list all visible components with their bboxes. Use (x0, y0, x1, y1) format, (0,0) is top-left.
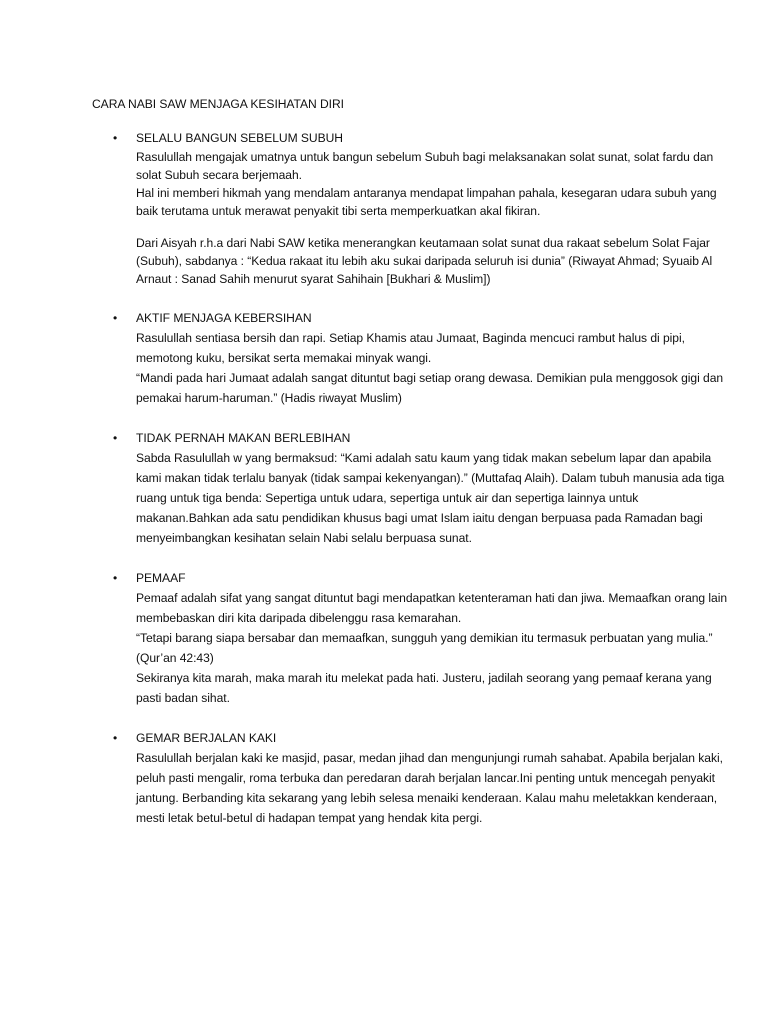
section-paragraph: Sabda Rasulullah w yang bermaksud: “Kami adalah satu kaum yang tidak makan sebelum lapar dan apabila kami makan tidak terlalu banyak (tidak sampai kekenyangan).” (Muttafaq Alaih). Dalam tubuh manusia ada tiga ruang untuk tiga benda: Sepertiga untuk udara, sepertiga untuk air dan sepertiga lainnya untuk makanan.Bahkan ada satu pendidikan khusus bagi umat Islam iaitu dengan berpuasa pada Ramadan bagi menyeimbangkan kesihatan selain Nabi selalu berpuasa sunat. (136, 451, 725, 545)
section-heading: GEMAR BERJALAN KAKI (136, 731, 277, 745)
section-paragraph: Pemaaf adalah sifat yang sangat dituntut bagi mendapatkan ketenteraman hati dan jiwa. Memaafkan orang lain membebaskan diri kita daripada dibelenggu rasa kemarahan. (136, 591, 728, 625)
section-paragraph: “Mandi pada hari Jumaat adalah sangat dituntut bagi setiap orang dewasa. Demikian pula menggosok gigi dan pemakai harum-haruman.” (Hadis riwayat Muslim) (136, 371, 724, 405)
bullet-icon: • (113, 731, 118, 745)
section-pemaaf (92, 568, 728, 708)
section-paragraph: “Tetapi barang siapa bersabar dan memaafkan, sungguh yang demikian itu termasuk perbuatan yang mulia.” (Qur’an 42:43) (136, 631, 713, 665)
section-paragraph: Rasulullah sentiasa bersih dan rapi. Setiap Khamis atau Jumaat, Baginda mencuci rambut halus di pipi, memotong kuku, bersikat serta memakai minyak wangi. (136, 331, 685, 365)
document-title: CARA NABI SAW MENJAGA KESIHATAN DIRI (92, 97, 344, 111)
section-kebersihan (92, 308, 728, 408)
section-heading: SELALU BANGUN SEBELUM SUBUH (136, 131, 343, 145)
paragraph-spacer (136, 220, 728, 234)
section-paragraph: Sekiranya kita marah, maka marah itu melekat pada hati. Justeru, jadilah seorang yang pemaaf kerana yang pasti badan sihat. (136, 671, 712, 705)
section-paragraph: Dari Aisyah r.h.a dari Nabi SAW ketika menerangkan keutamaan solat sunat dua rakaat sebelum Solat Fajar (Subuh), sabdanya : “Kedua rakaat itu lebih aku sukai daripada seluruh isi dunia” (Riwayat Ahmad; Syuaib Al Arnaut : Sanad Sahih menurut syarat Sahihain [Bukhari & Muslim]) (136, 236, 713, 286)
bullet-icon: • (113, 431, 118, 445)
section-heading: AKTIF MENJAGA KEBERSIHAN (136, 311, 312, 325)
section-paragraph: Rasulullah berjalan kaki ke masjid, pasar, medan jihad dan mengunjungi rumah sahabat. Apabila berjalan kaki, peluh pasti mengalir, roma terbuka dan peredaran darah berjalan lancar.Ini penting untuk mencegah penyakit jantung. Berbanding kita sekarang yang lebih selesa menaiki kenderaan. Kalau mahu meletakkan kenderaan, mesti letak betul-betul di hadapan tempat yang hendak kita pergi. (136, 751, 723, 825)
bullet-icon: • (113, 571, 118, 585)
bullet-icon: • (113, 311, 118, 325)
section-bangun-subuh (92, 128, 728, 288)
section-berjalan-kaki (92, 728, 728, 828)
section-heading: PEMAAF (136, 571, 186, 585)
section-paragraph: Rasulullah mengajak umatnya untuk bangun sebelum Subuh bagi melaksanakan solat sunat, solat fardu dan solat Subuh secara berjemaah. (136, 150, 714, 182)
section-heading: TIDAK PERNAH MAKAN BERLEBIHAN (136, 431, 351, 445)
bullet-icon: • (113, 131, 118, 145)
section-paragraph: Hal ini memberi hikmah yang mendalam antaranya mendapat limpahan pahala, kesegaran udara subuh yang baik terutama untuk merawat penyakit tibi serta memperkuatkan akal fikiran. (136, 186, 717, 218)
section-tidak-berlebihan (92, 428, 728, 548)
